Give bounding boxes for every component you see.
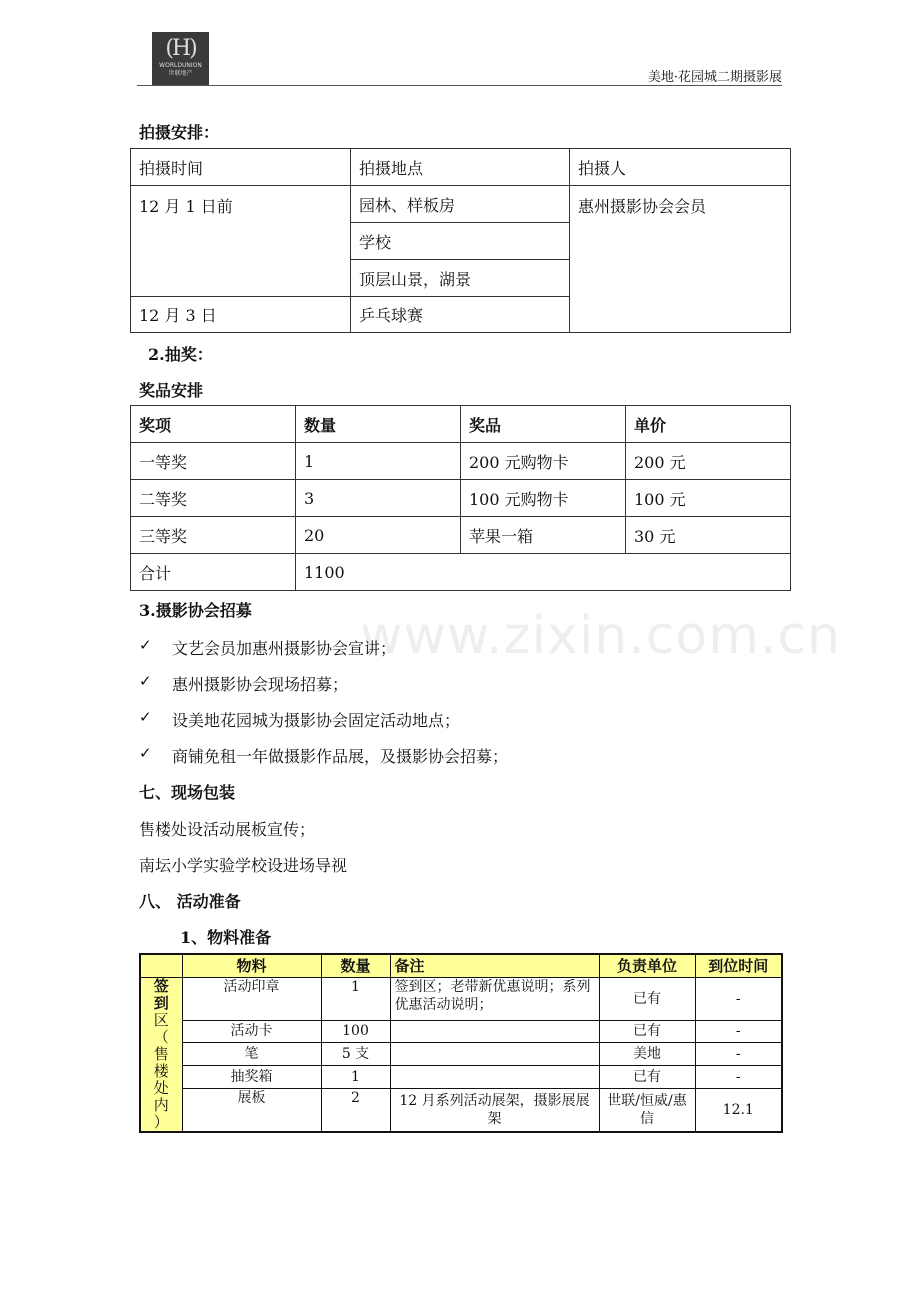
material-qty: 1 xyxy=(321,1065,390,1088)
table-row xyxy=(131,517,791,554)
check-icon: ✓ xyxy=(139,744,152,762)
material-qty: 1 xyxy=(321,977,390,1020)
list-item: 商铺免租一年做摄影作品展，及摄影协会招募； xyxy=(172,747,509,766)
material-qty: 100 xyxy=(321,1020,390,1042)
prize-col: 单价 xyxy=(626,406,791,443)
prize-cell: 200 元购物卡 xyxy=(461,443,626,480)
check-icon: ✓ xyxy=(139,708,152,726)
table-row xyxy=(140,977,782,1020)
side-char: 楼 xyxy=(153,1061,169,1080)
materials-subheading: 1、物料准备 xyxy=(180,928,272,947)
side-char: （ xyxy=(153,1027,169,1046)
shoot-place: 顶层山景，湖景 xyxy=(351,260,570,297)
prize-table xyxy=(130,405,791,591)
material-time: - xyxy=(695,1020,782,1042)
material-unit: 已有 xyxy=(599,1020,695,1042)
material-qty: 2 xyxy=(321,1088,390,1131)
section-eight-heading: 八、 活动准备 xyxy=(139,892,241,911)
shoot-photographer: 惠州摄影协会会员 xyxy=(570,186,791,333)
materials-col-blank xyxy=(140,954,182,977)
material-item: 抽奖箱 xyxy=(182,1065,321,1088)
material-unit: 美地 xyxy=(599,1042,695,1065)
list-item: 文艺会员加惠州摄影协会宣讲； xyxy=(172,639,397,658)
material-note xyxy=(390,1020,599,1042)
prize-total-value: 1100 xyxy=(296,554,791,591)
shoot-heading: 拍摄安排： xyxy=(139,123,220,142)
side-char: ） xyxy=(153,1112,169,1131)
shoot-date-2: 12 月 3 日 xyxy=(131,297,351,333)
section-seven-heading: 七、现场包装 xyxy=(139,783,236,802)
shoot-date-1: 12 月 1 日前 xyxy=(131,186,351,297)
prize-cell: 三等奖 xyxy=(131,517,296,554)
list-item: 惠州摄影协会现场招募； xyxy=(172,675,349,694)
material-note xyxy=(390,1042,599,1065)
side-char: 处 xyxy=(153,1078,169,1097)
prize-cell: 100 元购物卡 xyxy=(461,480,626,517)
table-row xyxy=(140,1020,782,1042)
material-time: - xyxy=(695,1042,782,1065)
materials-col: 备注 xyxy=(390,954,599,977)
recruit-heading: 3.摄影协会招募 xyxy=(139,601,252,620)
prize-cell: 二等奖 xyxy=(131,480,296,517)
prize-cell: 100 元 xyxy=(626,480,791,517)
prize-cell: 200 元 xyxy=(626,443,791,480)
check-icon: ✓ xyxy=(139,672,152,690)
material-time: - xyxy=(695,977,782,1020)
side-char: 售 xyxy=(153,1044,169,1063)
lottery-heading: 2.抽奖： xyxy=(148,345,213,364)
table-row xyxy=(140,1065,782,1088)
shoot-table xyxy=(130,148,791,333)
watermark: www.zixin.com.cn xyxy=(360,606,841,666)
material-item: 笔 xyxy=(182,1042,321,1065)
side-char: 区 xyxy=(153,1010,169,1029)
table-row xyxy=(140,1088,782,1131)
prize-cell: 20 xyxy=(296,517,461,554)
table-row xyxy=(131,554,791,591)
prize-col: 奖项 xyxy=(131,406,296,443)
material-unit: 已有 xyxy=(599,977,695,1020)
materials-table xyxy=(139,953,783,1133)
company-logo xyxy=(152,32,209,86)
shoot-col-place: 拍摄地点 xyxy=(351,149,570,186)
material-note: 签到区；老带新优惠说明；系列优惠活动说明； xyxy=(390,977,599,1020)
prize-cell: 苹果一箱 xyxy=(461,517,626,554)
side-char: 内 xyxy=(153,1095,169,1114)
shoot-place: 园林、样板房 xyxy=(351,186,570,223)
materials-col: 数量 xyxy=(321,954,390,977)
lottery-subheading: 奖品安排 xyxy=(139,381,204,400)
prize-col: 奖品 xyxy=(461,406,626,443)
material-unit: 世联/恒威/惠信 xyxy=(599,1088,695,1131)
logo-cn: 世联地产 xyxy=(168,70,193,77)
table-row xyxy=(131,480,791,517)
prize-cell: 3 xyxy=(296,480,461,517)
table-row xyxy=(140,1042,782,1065)
shoot-place: 学校 xyxy=(351,223,570,260)
prize-total-label: 合计 xyxy=(131,554,296,591)
side-char: 签 xyxy=(153,976,169,995)
material-time: - xyxy=(695,1065,782,1088)
materials-col: 负责单位 xyxy=(599,954,695,977)
shoot-col-person: 拍摄人 xyxy=(570,149,791,186)
material-item: 活动卡 xyxy=(182,1020,321,1042)
section-seven-line: 南坛小学实验学校设进场导视 xyxy=(139,856,348,875)
shoot-col-time: 拍摄时间 xyxy=(131,149,351,186)
material-item: 展板 xyxy=(182,1088,321,1131)
material-unit: 已有 xyxy=(599,1065,695,1088)
table-row xyxy=(131,443,791,480)
shoot-place: 乒乓球赛 xyxy=(351,297,570,333)
prize-cell: 1 xyxy=(296,443,461,480)
signin-area-label xyxy=(140,977,182,1132)
list-item: 设美地花园城为摄影协会固定活动地点； xyxy=(172,711,461,730)
prize-col: 数量 xyxy=(296,406,461,443)
materials-col: 物料 xyxy=(182,954,321,977)
header-divider xyxy=(137,85,782,86)
prize-cell: 30 元 xyxy=(626,517,791,554)
material-time: 12.1 xyxy=(695,1088,782,1131)
section-seven-line: 售楼处设活动展板宣传； xyxy=(139,820,316,839)
logo-text: WORLDUNION xyxy=(159,62,202,69)
materials-col: 到位时间 xyxy=(695,954,782,977)
prize-cell: 一等奖 xyxy=(131,443,296,480)
material-note: 12 月系列活动展架，摄影展展架 xyxy=(390,1088,599,1131)
check-icon: ✓ xyxy=(139,636,152,654)
side-char: 到 xyxy=(153,993,169,1012)
material-item: 活动印章 xyxy=(182,977,321,1020)
material-note xyxy=(390,1065,599,1088)
logo-mark-icon: (H) xyxy=(165,36,196,61)
material-qty: 5 支 xyxy=(321,1042,390,1065)
header-title: 美地·花园城二期摄影展 xyxy=(647,70,782,85)
